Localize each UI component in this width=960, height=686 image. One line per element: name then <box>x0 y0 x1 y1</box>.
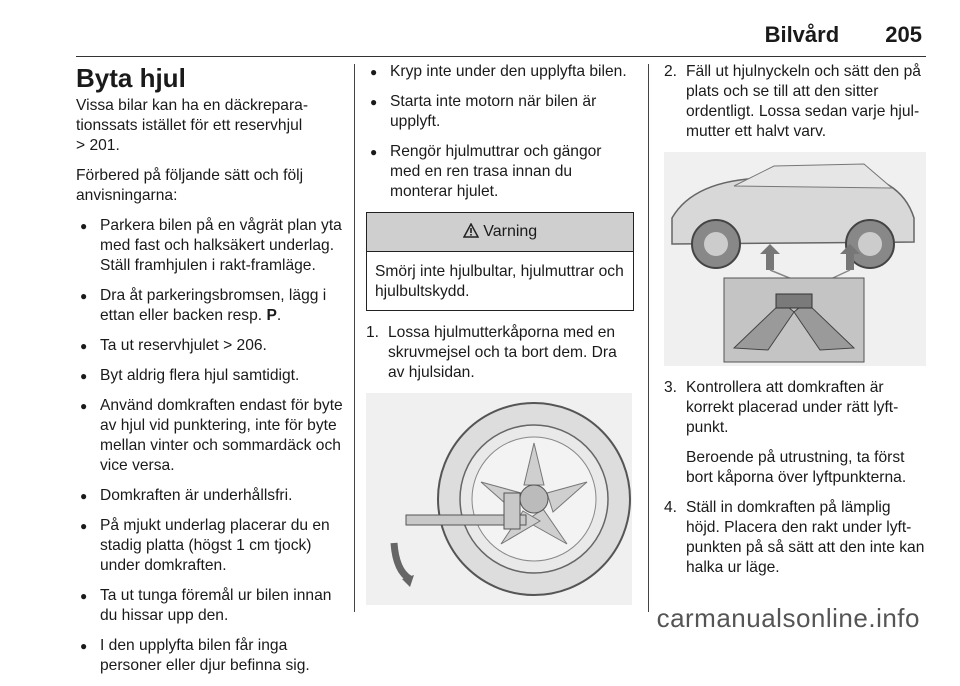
section-title: Bilvård <box>764 22 840 47</box>
list-item: ● Parkera bilen på en vågrät plan yta med fast och halksäkert underlag. Ställ framhjulen i rakt-framläge. <box>76 216 344 276</box>
intro-reference[interactable]: 201. <box>89 137 120 154</box>
list-item: ● Rengör hjulmuttrar och gängor med en ren trasa innan du monterar hjulet. <box>366 142 634 202</box>
list-item: ● Starta inte motorn när bilen är upplyft. <box>366 92 634 132</box>
steps-list-continued <box>664 62 926 142</box>
step-3: 3. Kontrollera att domkraften är korrekt placerad under rätt lyft-punkt. <box>664 379 899 436</box>
list-item: ● På mjukt underlag placerar du en stadig platta (högst 1 cm tjock) under domkraften. <box>76 516 344 576</box>
page-number: 205 <box>885 22 922 47</box>
column-1 <box>76 62 344 686</box>
car-jack-image <box>664 152 926 366</box>
list-item: ● Ta ut reservhjulet > 206. <box>76 336 344 356</box>
intro-paragraph: Vissa bilar kan ha en däckrepara-tionssats istället för ett reservhjul > 201. <box>76 97 309 154</box>
warning-title: Varning <box>483 223 538 240</box>
car-jack-illustration <box>664 152 926 366</box>
list-item: ● Använd domkraften endast för byte av hjul vid punktering, inte för byte mellan vinter och sommardäck och vice versa. <box>76 396 344 476</box>
safety-list <box>366 62 634 202</box>
list-item: ● Ta ut tunga föremål ur bilen innan du hissar upp den. <box>76 586 344 626</box>
warning-text: Smörj inte hjulbultar, hjulmuttrar och hjulbultskydd. <box>375 263 624 300</box>
column-3 <box>664 62 926 588</box>
step-1: 1. Lossa hjulmutterkåporna med en skruvmejsel och ta bort dem. Dra av hjulsidan. <box>366 324 617 381</box>
spare-wheel-reference[interactable]: 206. <box>236 337 267 354</box>
precaution-list <box>76 216 344 676</box>
wheel-cover-image <box>366 393 632 605</box>
steps-list-final <box>664 378 926 578</box>
step-2: 2. Fäll ut hjulnyckeln och sätt den på plats och se till att den sitter ordentligt. Lossa sedan varje hjul-mutter ett halvt varv. <box>664 63 921 140</box>
warning-triangle-icon <box>463 223 479 238</box>
watermark: carmanualsonline.info <box>656 603 920 633</box>
warning-header <box>367 213 633 252</box>
wheel-cover-illustration <box>366 393 632 605</box>
page-title: Byta hjul <box>76 63 186 93</box>
list-item: ● Kryp inte under den upplyfta bilen. <box>366 62 634 82</box>
list-item: ● Byt aldrig flera hjul samtidigt. <box>76 366 344 386</box>
step-4: 4. Ställ in domkraften på lämplig höjd. Placera den rakt under lyft-punkten på så sätt att den inte kan halka ur läge. <box>664 499 925 576</box>
list-item: ● I den upplyfta bilen får inga personer eller djur befinna sig. <box>76 636 344 676</box>
page-reference-arrow-icon: > <box>223 337 237 354</box>
list-item: ● Dra åt parkeringsbromsen, lägg i ettan eller backen resp. P. <box>76 286 344 326</box>
warning-box <box>366 212 634 311</box>
column-divider-2 <box>648 64 649 612</box>
column-2 <box>366 62 634 617</box>
header-rule <box>76 56 926 57</box>
page-reference-arrow-icon: > <box>76 137 86 154</box>
prep-paragraph: Förbered på följande sätt och följ anvisningarna: <box>76 167 304 204</box>
column-divider-1 <box>354 64 355 612</box>
list-item: ● Domkraften är underhållsfri. <box>76 486 344 506</box>
page-header <box>765 22 922 48</box>
step-3-note: Beroende på utrustning, ta först bort kåporna över lyftpunkterna. <box>686 449 907 486</box>
steps-list <box>366 323 634 383</box>
